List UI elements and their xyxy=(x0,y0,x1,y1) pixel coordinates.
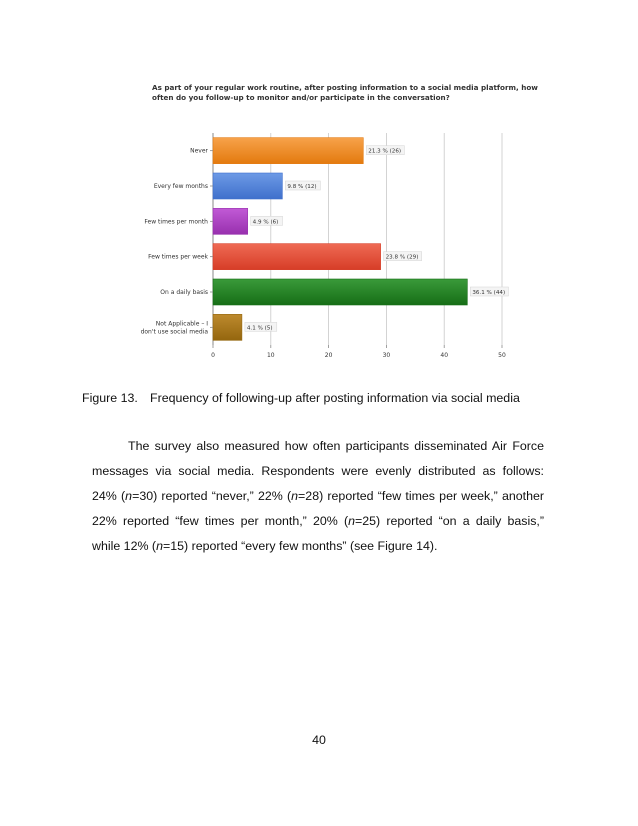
x-tick-label: 30 xyxy=(382,352,391,359)
category-label: On a daily basis xyxy=(160,289,208,296)
bar xyxy=(213,279,467,305)
category-label: don't use social media xyxy=(140,328,208,336)
bar xyxy=(213,138,363,164)
figure-number: Figure 13. xyxy=(82,391,138,405)
chart-title-line: often do you follow-up to monitor and/or participate in the conversation? xyxy=(152,93,450,102)
category-label: Never xyxy=(190,147,208,155)
bar xyxy=(213,208,248,234)
x-tick-label: 10 xyxy=(266,352,275,359)
data-label: 23.8 % (29) xyxy=(385,254,419,261)
bar-chart xyxy=(0,0,638,380)
bar xyxy=(213,173,282,199)
data-label: 4.1 % (5) xyxy=(246,325,273,332)
category-label: Few times per week xyxy=(148,253,208,261)
chart-title xyxy=(152,83,538,102)
x-axis-ticks xyxy=(211,345,506,359)
x-tick-label: 0 xyxy=(211,352,215,359)
data-label: 9.8 % (12) xyxy=(287,184,317,190)
chart-gridlines xyxy=(213,133,502,345)
bar xyxy=(213,314,242,340)
x-tick-label: 20 xyxy=(324,352,333,359)
page-number: 40 xyxy=(312,733,326,747)
figure-caption xyxy=(82,391,602,405)
data-label: 4.9 % (6) xyxy=(252,219,279,226)
paragraph-line: 22% reported “few times per month,” 20% (n=25) reported “on a daily basis,” xyxy=(92,514,544,528)
paragraph-line: The survey also measured how often participants disseminated Air Force xyxy=(128,439,544,453)
bar xyxy=(213,244,381,270)
data-label: 21.3 % (26) xyxy=(368,148,402,155)
data-label: 36.1 % (44) xyxy=(472,290,506,296)
paragraph-line: while 12% (n=15) reported “every few months” (see Figure 14). xyxy=(92,539,438,553)
x-tick-label: 50 xyxy=(498,352,506,359)
category-labels xyxy=(141,148,213,336)
figure-caption-text: Frequency of following-up after posting information via social media xyxy=(150,391,520,405)
paragraph-line: 24% (n=30) reported “never,” 22% (n=28) reported “few times per week,” another xyxy=(92,489,545,503)
chart-title-line: As part of your regular work routine, after posting information to a social media platform, how xyxy=(152,83,538,92)
category-label: Not Applicable – I xyxy=(155,320,208,328)
paragraph-line: messages via social media. Respondents were evenly distributed as follows: xyxy=(92,464,544,478)
body-paragraph xyxy=(92,434,544,559)
category-label: Few times per month xyxy=(144,218,208,226)
chart-bars xyxy=(213,138,467,341)
category-label: Every few months xyxy=(153,183,208,190)
x-tick-label: 40 xyxy=(440,352,449,359)
